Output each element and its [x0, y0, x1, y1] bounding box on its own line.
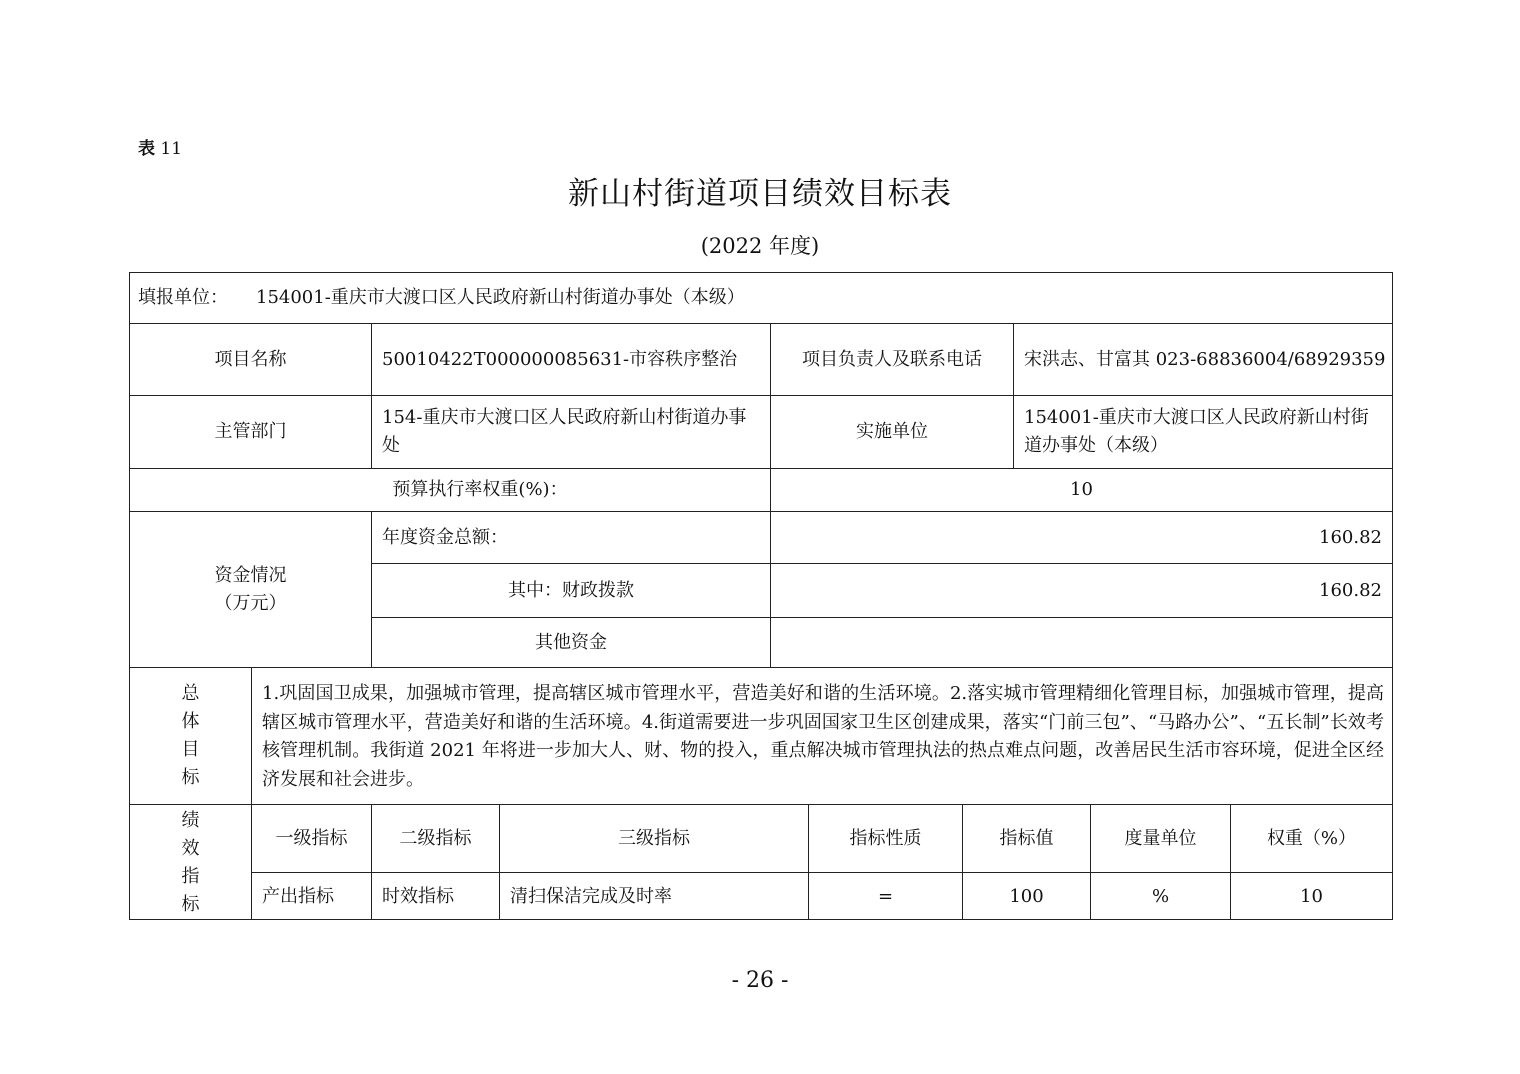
funds-other-label: 其他资金 — [535, 631, 607, 653]
project-owner-value: 宋洪志、甘富其 023-68836004/68929359 — [1024, 348, 1386, 370]
goal-label-char: 目 — [181, 739, 200, 760]
funds-fiscal-value: 160.82 — [1319, 579, 1382, 601]
indicator-row-weight: 10 — [1300, 885, 1323, 907]
indicator-header-level1: 一级指标 — [275, 827, 348, 849]
goal-label-char: 标 — [181, 767, 200, 788]
indicator-row-value: 100 — [1009, 885, 1044, 907]
reporting-unit-value: 154001-重庆市大渡口区人民政府新山村街道办事处（本级） — [256, 287, 745, 308]
indicators-label-char: 标 — [181, 893, 200, 915]
indicator-header-weight: 权重（%） — [1266, 827, 1357, 849]
indicator-header-unit: 度量单位 — [1124, 827, 1197, 849]
indicators-label-char: 指 — [181, 865, 200, 887]
indicator-header-nature: 指标性质 — [849, 827, 922, 849]
funds-label-line1: 资金情况 — [214, 564, 287, 586]
dept-label: 主管部门 — [214, 421, 287, 442]
indicator-row-level1: 产出指标 — [262, 885, 334, 907]
funds-label-line2: （万元） — [214, 592, 287, 614]
page-number: - 26 - — [731, 968, 789, 993]
table-label-prefix: 表 — [138, 139, 155, 159]
funds-total-value: 160.82 — [1319, 526, 1382, 548]
reporting-unit-row — [138, 273, 1388, 323]
budget-rate-value: 10 — [1070, 479, 1093, 500]
indicators-label-char: 绩 — [181, 809, 200, 831]
table-label — [138, 134, 182, 159]
document-title: 新山村街道项目绩效目标表 — [568, 176, 952, 212]
document-year: (2022 年度) — [700, 234, 820, 258]
project-owner-label: 项目负责人及联系电话 — [802, 348, 982, 370]
budget-rate-label: 预算执行率权重(%)： — [392, 479, 568, 500]
indicator-row-unit: % — [1151, 885, 1170, 907]
indicator-header-level3: 三级指标 — [618, 827, 690, 849]
dept-value: 154-重庆市大渡口区人民政府新山村街道办事处 — [382, 407, 747, 456]
indicator-header-level2: 二级指标 — [399, 827, 472, 849]
indicator-header-value: 指标值 — [999, 827, 1054, 849]
table-label-num: 11 — [160, 139, 183, 159]
indicator-row-nature: = — [877, 885, 894, 907]
goal-label-char: 体 — [181, 711, 200, 732]
funds-fiscal-label: 其中：财政拨款 — [508, 579, 634, 601]
indicator-row-level2: 时效指标 — [382, 885, 454, 907]
indicators-label-char: 效 — [181, 837, 200, 859]
funds-label — [130, 512, 371, 667]
indicator-row-level3: 清扫保洁完成及时率 — [510, 885, 672, 907]
project-name-value: 50010422T000000085631-市容秩序整治 — [382, 348, 738, 370]
funds-total-label: 年度资金总额： — [382, 526, 508, 548]
funds-other-value — [771, 618, 1392, 667]
indicators-label — [130, 805, 251, 920]
impl-label: 实施单位 — [856, 421, 928, 442]
overall-goal-label — [130, 668, 251, 804]
overall-goal-text: 1.巩固国卫成果，加强城市管理，提高辖区城市管理水平，营造美好和谐的生活环境。2.落实城市管理精细化管理目标，加强城市管理，提高辖区城市管理水平，营造美好和谐的生活环境。4.街道需要进一步巩固国家卫生区创建成果，落实“门前三包”、“马路办公”、“五长制”长效考核管理机制。我街道 2021 年将进一步加大人、财、物的投入，重点解决城市管理执法的热点难点问题，改善居民生活市容环境，促进全区经济发展和社会进步。 — [262, 683, 1384, 790]
impl-value: 154001-重庆市大渡口区人民政府新山村街道办事处（本级） — [1024, 407, 1369, 456]
reporting-unit-label: 填报单位： — [138, 287, 228, 308]
goal-label-char: 总 — [181, 683, 200, 704]
project-name-label: 项目名称 — [214, 348, 287, 370]
